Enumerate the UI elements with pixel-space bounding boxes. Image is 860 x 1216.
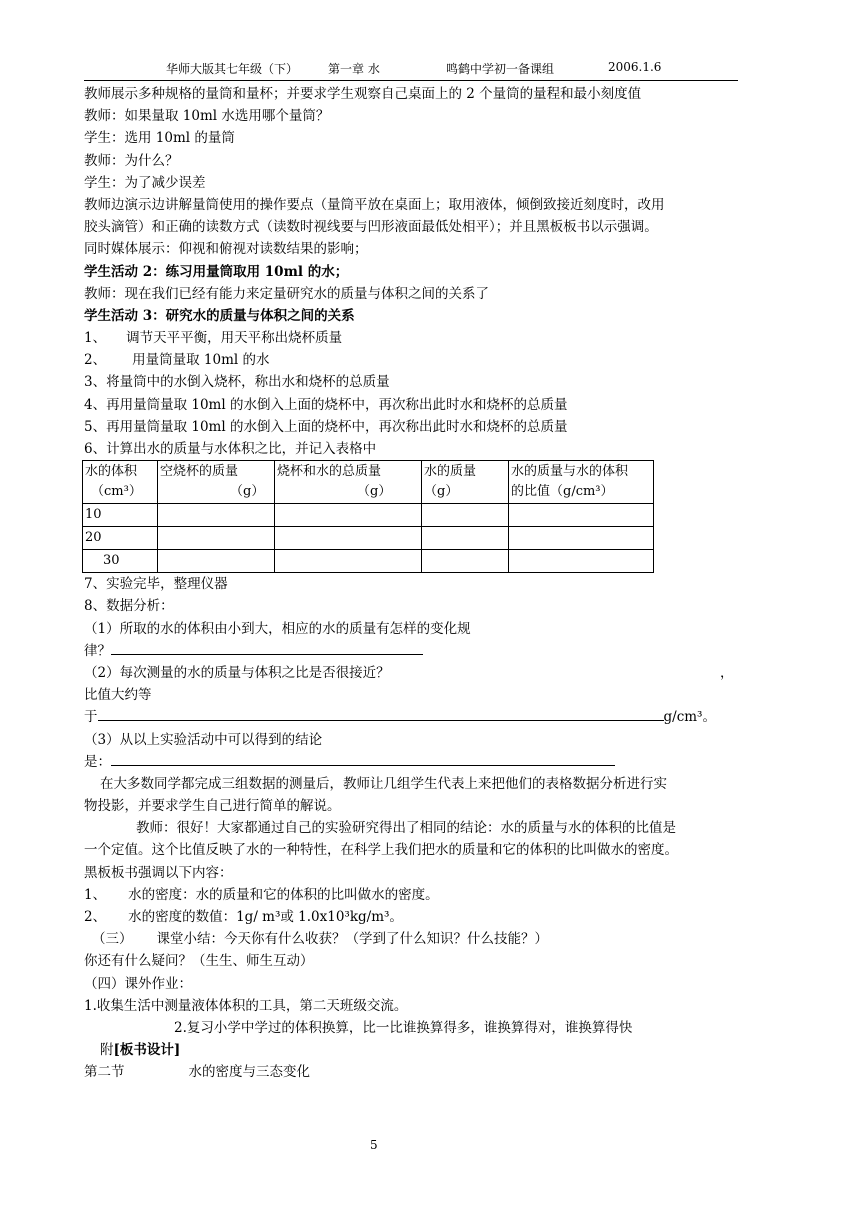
paragraph-line: 在大多数同学都完成三组数据的测量后，教师让几组学生代表上来把他们的表格数据分析进行实 — [100, 775, 667, 792]
page-header — [84, 56, 738, 81]
paragraph-line: 你还有什么疑问？（生生、师生互动） — [84, 953, 314, 970]
dialogue-line: 教师：如果量取 10ml 水选用哪个量筒？ — [84, 108, 330, 125]
homework-item: 2.复习小学中学过的体积换算，比一比谁换算得多，谁换算得对，谁换算得快 — [174, 1019, 633, 1036]
answer-blank — [111, 751, 615, 766]
table-row — [83, 527, 654, 550]
activity-heading: 学生活动 2：练习用量筒取用 10ml 的水； — [84, 263, 349, 280]
step-text: 调节天平平衡，用天平称出烧杯质量 — [126, 330, 343, 347]
board-item: 1、 水的密度：水的质量和它的体积的比叫做水的密度。 — [84, 886, 439, 903]
step-item: 3、将量筒中的水倒入烧杯，称出水和烧杯的总质量 — [84, 374, 390, 391]
appendix-line: 附[板书设计] — [100, 1042, 181, 1059]
step-item: 5、再用量筒量取 10ml 的水倒入上面的烧杯中，再次称出此时水和烧杯的总质量 — [84, 418, 568, 435]
header-chapter: 第一章 水 — [328, 62, 380, 76]
dialogue-line: 教师：现在我们已经有能力来定量研究水的质量与体积之间的关系了 — [84, 285, 489, 302]
volume-cell: 20 — [83, 527, 158, 550]
activity-heading: 学生活动 3：研究水的质量与体积之间的关系 — [84, 307, 355, 324]
table-row — [83, 550, 654, 573]
question-line: （1）所取的水的体积由小到大，相应的水的质量有怎样的变化规 — [84, 620, 471, 637]
dialogue-line: 教师：为什么？ — [84, 152, 179, 169]
question-line: （3）从以上实验活动中可以得到的结论 — [84, 731, 323, 748]
step-item — [84, 349, 740, 371]
section-title-line: 第二节 水的密度与三态变化 — [84, 1064, 310, 1081]
homework-item: 1.收集生活中测量液体体积的工具，第二天班级交流。 — [84, 997, 408, 1014]
answer-blank — [111, 640, 423, 655]
summary-line: （三） 课堂小结：今天你有什么收获？（学到了什么知识？什么技能？） — [92, 931, 548, 948]
header-date: 2006.1.6 — [608, 60, 662, 74]
paragraph-line: 一个定值。这个比值反映了水的一种特性，在科学上我们把水的质量和它的体积的比叫做水的密度。 — [84, 842, 678, 859]
header-school: 鸣鹤中学初一备课组 — [446, 62, 555, 76]
header-cell: 空烧杯的质量 （g） — [158, 461, 275, 504]
step-item: 4、再用量筒量取 10ml 的水倒入上面的烧杯中，再次称出此时水和烧杯的总质量 — [84, 396, 568, 413]
paragraph-line: 黑板板书强调以下内容： — [84, 864, 233, 881]
paragraph-line: 教师：很好！大家都通过自己的实验研究得出了相同的结论：水的质量与水的体积的比值是 — [136, 820, 676, 837]
paragraph-line: 教师展示多种规格的量筒和量杯；并要求学生观察自己桌面上的 2 个量筒的量程和最小刻度值 — [84, 86, 642, 102]
paragraph-line: 同时媒体展示：仰视和俯视对读数结果的影响； — [84, 241, 368, 258]
dialogue-line: 学生：选用 10ml 的量筒 — [84, 130, 235, 147]
paragraph-line: 教师边演示边讲解量筒使用的操作要点（量筒平放在桌面上；取用液体，倾倒致接近刻度时，改用 — [84, 196, 665, 213]
table-header-row — [83, 461, 654, 504]
step-item: 7、实验完毕，整理仪器 — [84, 576, 228, 593]
question-line: 律？ — [84, 640, 740, 662]
step-text: 用量筒量取 10ml 的水 — [132, 352, 270, 369]
header-cell: 烧杯和水的总质量 （g） — [275, 461, 422, 504]
volume-cell: 10 — [83, 504, 158, 527]
header-cell: 水的体积 （cm³） — [83, 461, 158, 504]
header-book: 华师大版其七年级（下） — [166, 62, 299, 76]
data-table — [82, 460, 654, 573]
step-number: 1、 — [84, 330, 107, 347]
board-item: 2、 水的密度的数值：1g/ m³或 1.0x10³kg/m³。 — [84, 909, 403, 925]
page-number: 5 — [370, 1138, 378, 1152]
step-item — [84, 327, 740, 349]
paragraph-line: 胶头滴管）和正确的读数方式（读数时视线要与凹形液面最低处相平）；并且黑板板书以示强调。 — [84, 219, 658, 236]
section-heading: （四）课外作业： — [84, 975, 192, 992]
step-item: 8、数据分析： — [84, 598, 174, 615]
header-cell: 水的质量与水的体积 的比值（g/cm³） — [509, 461, 654, 504]
table-row — [83, 504, 654, 527]
step-number: 2、 — [84, 352, 107, 369]
question-line: 比值大约等 — [84, 687, 152, 704]
paragraph-line: 物投影，并要求学生自己进行简单的解说。 — [84, 798, 341, 815]
document-body — [84, 83, 740, 1084]
header-cell: 水的质量 （g） — [422, 461, 509, 504]
volume-cell: 30 — [83, 550, 158, 573]
question-line: （2）每次测量的水的质量与体积之比是否很接近？ ， — [84, 664, 734, 681]
question-line: 是： — [84, 751, 740, 773]
dialogue-line: 学生：为了减少误差 — [84, 174, 206, 191]
answer-blank — [98, 706, 664, 721]
step-item: 6、计算出水的质量与水体积之比，并记入表格中 — [84, 441, 377, 457]
question-line: 于 g/cm³。 — [84, 706, 740, 728]
